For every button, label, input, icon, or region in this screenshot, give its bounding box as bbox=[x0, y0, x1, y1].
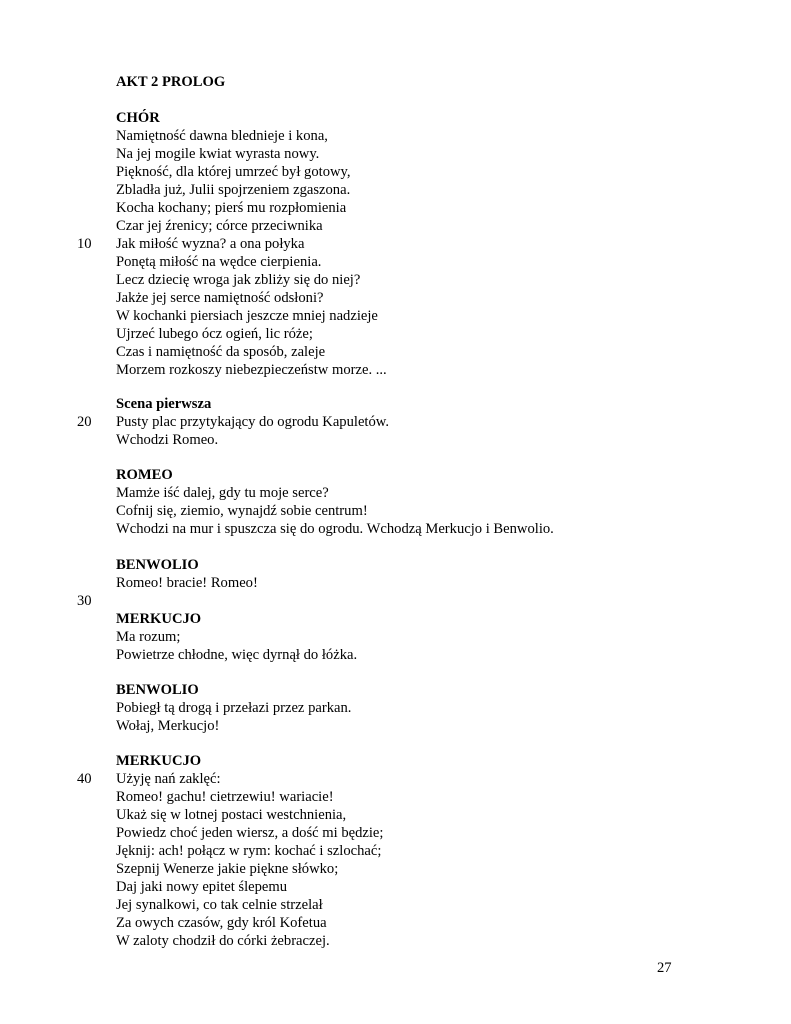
verse-line: Czas i namiętność da sposób, zaleje bbox=[116, 344, 326, 360]
scene-heading: Scena pierwsza bbox=[116, 396, 212, 412]
verse-line: W zaloty chodził do córki żebraczej. bbox=[116, 933, 330, 949]
verse-line: Powietrze chłodne, więc dyrnął do łóżka. bbox=[116, 647, 358, 663]
verse-line: Czar jej źrenicy; córce przeciwnika bbox=[116, 218, 323, 234]
verse-line: Piękność, dla której umrzeć był gotowy, bbox=[116, 164, 351, 180]
verse-line: Lecz dziecię wroga jak zbliży się do niej? bbox=[116, 272, 361, 288]
verse-line: Na jej mogile kwiat wyrasta nowy. bbox=[116, 146, 320, 162]
verse-line: Jęknij: ach! połącz w rym: kochać i szlochać; bbox=[116, 843, 382, 859]
verse-line: Romeo! gachu! cietrzewiu! wariacie! bbox=[116, 789, 334, 805]
verse-line: Cofnij się, ziemio, wynajdź sobie centrum! bbox=[116, 503, 368, 519]
act-heading: AKT 2 PROLOG bbox=[116, 74, 226, 90]
verse-line: Wołaj, Merkucjo! bbox=[116, 718, 220, 734]
verse-line: Jak miłość wyzna? a ona połyka bbox=[116, 236, 305, 252]
verse-line: Morzem rozkoszy niebezpieczeństw morze. ... bbox=[116, 362, 387, 378]
verse-line: Ukaż się w lotnej postaci westchnienia, bbox=[116, 807, 347, 823]
verse-line: Ponętą miłość na wędce cierpienia. bbox=[116, 254, 322, 270]
speaker-name: BENWOLIO bbox=[116, 682, 199, 698]
verse-line: Kocha kochany; pierś mu rozpłomienia bbox=[116, 200, 347, 216]
speaker-name: MERKUCJO bbox=[116, 753, 202, 769]
verse-line: Za owych czasów, gdy król Kofetua bbox=[116, 915, 327, 931]
verse-line: Ma rozum; bbox=[116, 629, 181, 645]
stage-direction: Wchodzi Romeo. bbox=[116, 432, 219, 448]
verse-line: Szepnij Wenerze jakie piękne słówko; bbox=[116, 861, 339, 877]
line-number: 20 bbox=[77, 414, 92, 430]
verse-line: Pobiegł tą drogą i przełazi przez parkan. bbox=[116, 700, 352, 716]
verse-line: Użyję nań zaklęć: bbox=[116, 771, 221, 787]
speaker-name: BENWOLIO bbox=[116, 557, 199, 573]
speaker-name: MERKUCJO bbox=[116, 611, 202, 627]
line-number: 30 bbox=[77, 593, 92, 609]
verse-line: Ujrzeć lubego ócz ogień, lic róże; bbox=[116, 326, 313, 342]
speaker-name: CHÓR bbox=[116, 110, 160, 126]
verse-line: Romeo! bracie! Romeo! bbox=[116, 575, 258, 591]
verse-line: Zbladła już, Julii spojrzeniem zgaszona. bbox=[116, 182, 351, 198]
line-number: 10 bbox=[77, 236, 92, 252]
verse-line: Mamże iść dalej, gdy tu moje serce? bbox=[116, 485, 329, 501]
verse-line: Jakże jej serce namiętność odsłoni? bbox=[116, 290, 324, 306]
verse-line: Jej synalkowi, co tak celnie strzelał bbox=[116, 897, 323, 913]
stage-direction: Wchodzi na mur i spuszcza się do ogrodu. Wchodzą Merkucjo i Benwolio. bbox=[116, 521, 554, 537]
verse-line: Namiętność dawna blednieje i kona, bbox=[116, 128, 328, 144]
speaker-name: ROMEO bbox=[116, 467, 173, 483]
verse-line: Powiedz choć jeden wiersz, a dość mi będzie; bbox=[116, 825, 384, 841]
verse-line: W kochanki piersiach jeszcze mniej nadzieje bbox=[116, 308, 378, 324]
stage-direction: Pusty plac przytykający do ogrodu Kapuletów. bbox=[116, 414, 390, 430]
line-number: 40 bbox=[77, 771, 92, 787]
page-number: 27 bbox=[657, 960, 672, 976]
verse-line: Daj jaki nowy epitet ślepemu bbox=[116, 879, 288, 895]
